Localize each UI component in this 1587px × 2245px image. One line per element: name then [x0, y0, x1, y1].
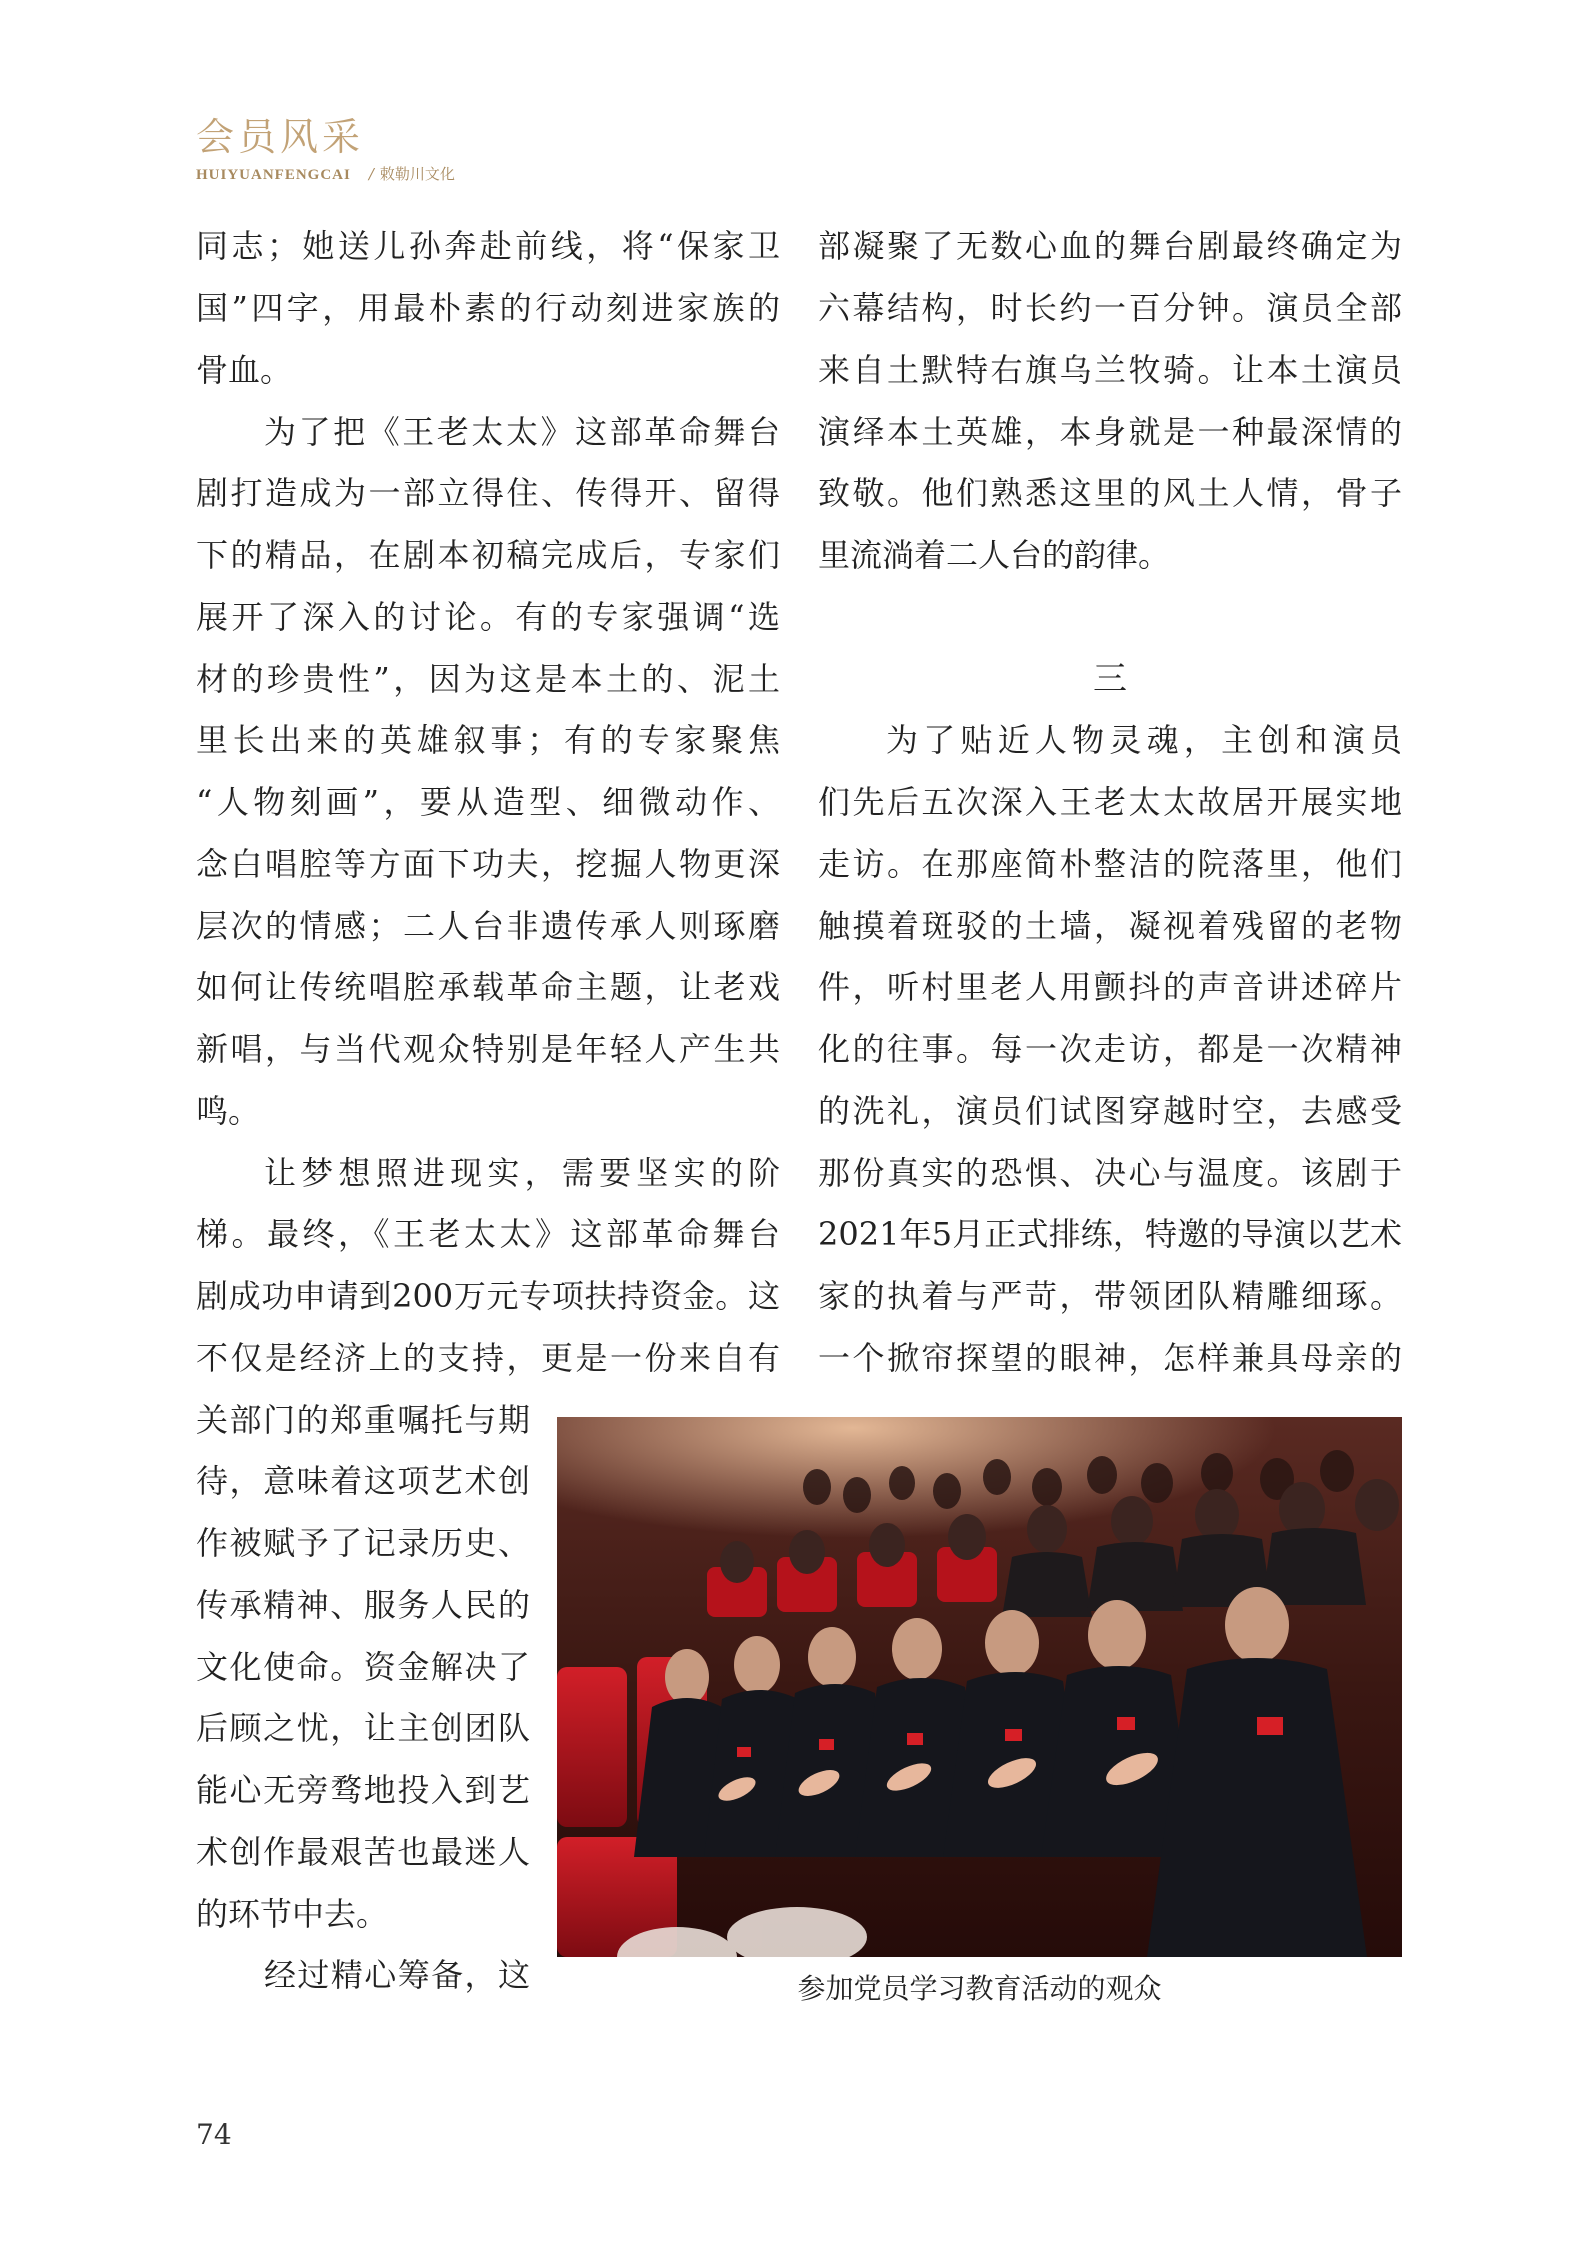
body-line: 国”四字，用最朴素的行动刻进家族的: [196, 289, 780, 327]
body-line: 为了把《王老太太》这部革命舞台: [264, 413, 780, 451]
body-line: 六幕结构，时长约一百分钟。演员全部: [818, 289, 1402, 327]
body-line: 文化使命。资金解决了: [196, 1648, 530, 1686]
audience-photo: [557, 1417, 1402, 1957]
section-subtitle: [196, 164, 455, 185]
body-line: 2021年5月正式排练，特邀的导演以艺术: [818, 1215, 1402, 1253]
body-line: 触摸着斑驳的土墙，凝视着残留的老物: [818, 907, 1402, 945]
body-line: 经过精心筹备，这: [264, 1956, 530, 1994]
body-line: 剧打造成为一部立得住、传得开、留得: [196, 474, 780, 512]
body-line: 术创作最艰苦也最迷人: [196, 1833, 530, 1871]
body-line: 里流淌着二人台的韵律。: [818, 536, 1171, 574]
body-line: 新唱，与当代观众特别是年轻人产生共: [196, 1030, 780, 1068]
header-slash: /: [368, 165, 374, 183]
page-header: [196, 112, 455, 185]
body-line: 为了贴近人物灵魂，主创和演员: [886, 721, 1402, 759]
body-line: 同志；她送儿孙奔赴前线，将“保家卫: [196, 227, 780, 265]
body-line: 展开了深入的讨论。有的专家强调“选: [196, 598, 780, 636]
body-line: 让梦想照进现实，需要坚实的阶: [264, 1154, 780, 1192]
body-line: 的环节中去。: [196, 1895, 389, 1933]
body-line: 传承精神、服务人民的: [196, 1586, 530, 1624]
body-line: “人物刻画”，要从造型、细微动作、: [196, 783, 780, 821]
body-line: 部凝聚了无数心血的舞台剧最终确定为: [818, 227, 1402, 265]
body-line: 家的执着与严苛，带领团队精雕细琢。: [818, 1277, 1402, 1315]
body-line: 一个掀帘探望的眼神，怎样兼具母亲的: [818, 1339, 1402, 1377]
body-line: 作被赋予了记录历史、: [196, 1524, 530, 1562]
body-line: 后顾之忧，让主创团队: [196, 1709, 530, 1747]
body-line: 件，听村里老人用颤抖的声音讲述碎片: [818, 968, 1402, 1006]
body-line: 那份真实的恐惧、决心与温度。该剧于: [818, 1154, 1402, 1192]
page-number: 74: [196, 2118, 232, 2151]
body-line: 来自土默特右旗乌兰牧骑。让本土演员: [818, 351, 1402, 389]
section-title: 会员风采: [196, 115, 365, 159]
photo-caption: 参加党员学习教育活动的观众: [797, 1972, 1162, 2005]
body-line: 走访。在那座简朴整洁的院落里，他们: [818, 845, 1402, 883]
body-line: 鸣。: [196, 1092, 261, 1130]
body-line: 关部门的郑重嘱托与期: [196, 1401, 530, 1439]
body-line: 层次的情感；二人台非遗传承人则琢磨: [196, 907, 780, 945]
body-line: 里长出来的英雄叙事；有的专家聚焦: [196, 721, 780, 759]
body-line: 的洗礼，演员们试图穿越时空，去感受: [818, 1092, 1402, 1130]
body-line: 念白唱腔等方面下功夫，挖掘人物更深: [196, 845, 780, 883]
body-line: 致敬。他们熟悉这里的风土人情，骨子: [818, 474, 1402, 512]
body-line: 演绎本土英雄，本身就是一种最深情的: [818, 413, 1402, 451]
body-line: 能心无旁骛地投入到艺: [196, 1771, 530, 1809]
body-line: 材的珍贵性”，因为这是本土的、泥土: [196, 660, 780, 698]
body-line: 剧成功申请到200万元专项扶持资金。这: [196, 1277, 780, 1315]
body-line: 梯。最终，《王老太太》这部革命舞台: [196, 1215, 780, 1253]
section-heading: 三: [1093, 659, 1127, 699]
body-line: 下的精品，在剧本初稿完成后，专家们: [196, 536, 780, 574]
body-line: 化的往事。每一次走访，都是一次精神: [818, 1030, 1402, 1068]
body-line: 如何让传统唱腔承载革命主题，让老戏: [196, 968, 780, 1006]
publication-name: 敕勒川文化: [379, 165, 455, 183]
body-line: 骨血。: [196, 351, 293, 389]
section-pinyin: HUIYUANFENGCAI: [196, 167, 351, 183]
body-line: 不仅是经济上的支持，更是一份来自有: [196, 1339, 780, 1377]
body-line: 们先后五次深入王老太太故居开展实地: [818, 783, 1402, 821]
body-line: 待，意味着这项艺术创: [196, 1462, 530, 1500]
